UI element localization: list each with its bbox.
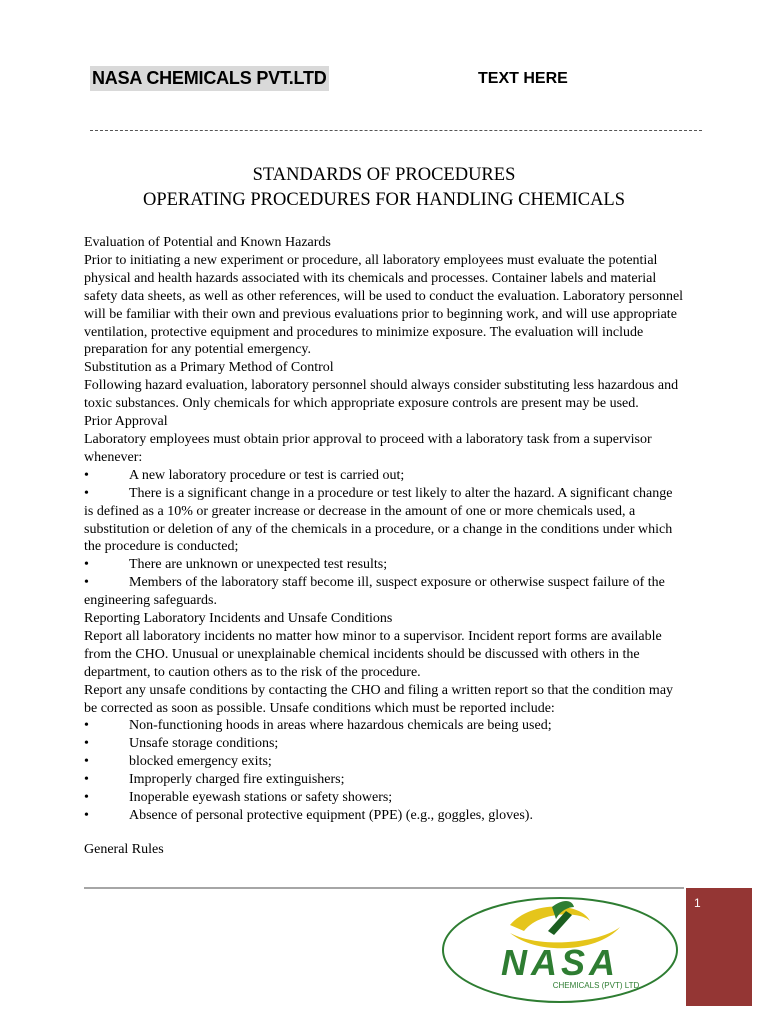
bullet-marker: • [84,754,89,770]
bullet-marker: • [84,557,89,573]
bullet-marker: • [84,808,89,823]
header-divider [90,130,702,131]
bullet-text: Unsafe storage conditions; [129,736,279,752]
section-heading: Prior Approval [84,414,168,430]
title-line-2: OPERATING PROCEDURES FOR HANDLING CHEMICALS [142,190,626,210]
bullet-list [84,717,684,824]
bullet-marker: • [84,718,89,734]
section-heading: General Rules [84,841,164,857]
bullet-marker: • [84,467,89,483]
bullet-marker: • [84,772,89,788]
bullet-marker: • [84,485,89,501]
section-heading: Evaluation of Potential and Known Hazards [84,235,331,250]
footer-divider [84,887,684,889]
bullet-list [84,467,684,610]
bullet-text: Inoperable eyewash stations or safety showers; [129,790,393,806]
page-number: 1 [694,896,701,910]
logo-swoosh-icon [510,906,590,931]
company-logo [440,893,680,1005]
section-paragraph: Laboratory employees must obtain prior approval to proceed with a laboratory task from a supervisor whenever: [84,431,652,465]
section-heading: Substitution as a Primary Method of Control [84,360,334,376]
page-header [90,66,708,96]
company-name: NASA CHEMICALS PVT.LTD [90,66,329,91]
bullet-item [84,574,684,610]
section-heading: Reporting Laboratory Incidents and Unsafe Conditions [84,611,393,627]
bullet-text: There are unknown or unexpected test results; [129,557,388,573]
bullet-item [84,717,684,735]
bullet-text: Members of the laboratory staff become ill, suspect exposure or otherwise suspect failure of the engineering safeguards. [84,575,665,609]
bullet-item [84,735,684,753]
document-body [84,234,684,859]
logo-wordmark: NASA [500,942,620,983]
bullet-item [84,753,684,771]
bullet-text: A new laboratory procedure or test is carried out; [129,467,405,483]
section-paragraph: Report any unsafe conditions by contacting the CHO and filing a written report so that the condition may be corrected as soon as possible. Unsafe conditions which must be reported include: [84,682,674,716]
bullet-item [84,771,684,789]
bullet-item [84,807,684,825]
bullet-item [84,556,684,574]
bullet-text: There is a significant change in a procedure or test likely to alter the hazard. A significant change is defined as a 10% or greater increase or decrease in the amount of one or more chemicals used, a substitution or deletion of any of the chemicals in a procedure, or a change in the conditions under which the procedure is conducted; [84,485,673,555]
section-paragraph: Prior to initiating a new experiment or procedure, all laboratory employees must evaluate the potential physical and health hazards associated with its chemicals and processes. Container labels and material safety data sheets, as well as other references, will be used to conduct the evaluation. Laboratory personnel will be familiar with their own and previous evaluations prior to beginning work, and will use appropriate ventilation, protective equipment and procedures to minimize exposure. The evaluation will include preparation for any potential emergency. [84,252,684,358]
bullet-item [84,485,684,557]
document-title [0,163,768,213]
logo-subtext: CHEMICALS (PVT) LTD [552,981,640,990]
section-paragraph: Report all laboratory incidents no matter how minor to a supervisor. Incident report forms are available from the CHO. Unusual or unexplainable chemical incidents should be discussed with others in the department, to caution others as to the risk of the procedure. [84,628,662,680]
bullet-text: Improperly charged fire extinguishers; [129,772,345,788]
bullet-marker: • [84,736,89,752]
bullet-item [84,467,684,485]
bullet-text: Non-functioning hoods in areas where hazardous chemicals are being used; [129,718,552,734]
bullet-marker: • [84,575,89,591]
page-number-box [686,888,752,1006]
header-placeholder-text: TEXT HERE [478,70,568,87]
bullet-text: blocked emergency exits; [129,754,272,770]
title-line-1: STANDARDS OF PROCEDURES [252,165,516,185]
bullet-item [84,789,684,807]
bullet-text: Absence of personal protective equipment (PPE) (e.g., goggles, gloves). [129,808,533,823]
bullet-marker: • [84,790,89,806]
section-paragraph: Following hazard evaluation, laboratory personnel should always consider substituting less hazardous and toxic substances. Only chemicals for which appropriate exposure controls are present may be used. [84,378,679,412]
